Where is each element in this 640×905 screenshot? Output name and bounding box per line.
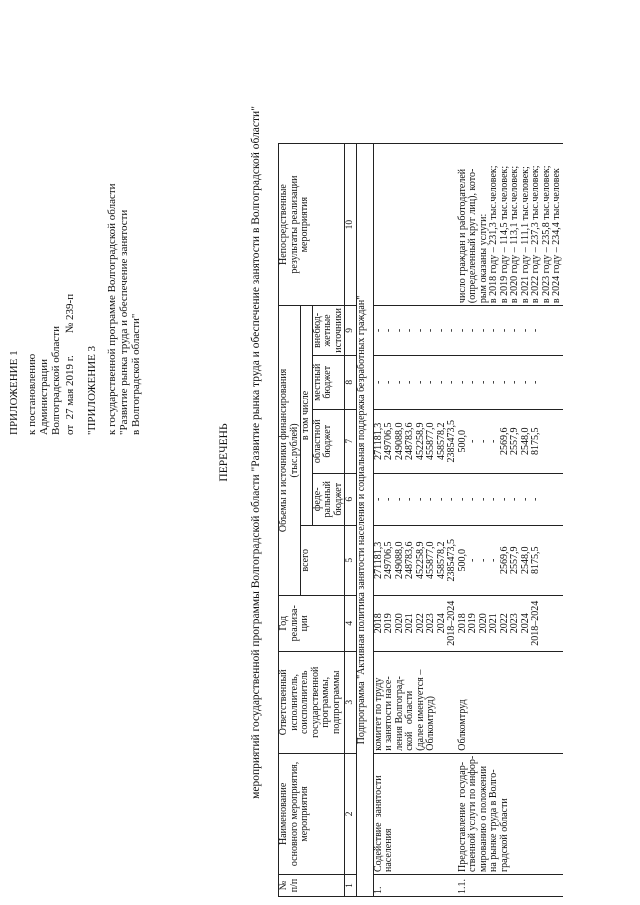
row-executor: комитет по труду и занятости насе- ления Волгоград- ской области (далее именуется – Облкомтруд) <box>373 651 458 753</box>
col-index: 5 <box>345 525 357 595</box>
document-subtitle: мероприятий государственной программы Волгоградской области "Развитие рынка труда и обеспечение занятости в Волгоградской области" <box>250 106 262 799</box>
header-col-extrabudget: внебюд- жетные источники <box>312 306 345 356</box>
header-col-name: Наименование основного мероприятия, мероприятия <box>279 753 345 874</box>
document-title: ПЕРЕЧЕНЬ <box>218 423 230 482</box>
row-results <box>373 144 458 306</box>
row-total: 271181,3 249706,5 249088,0 248783,6 452258,9 455877,0 458578,2 2385473,5 <box>373 525 458 595</box>
header-col-regional: областной бюджет <box>312 409 345 473</box>
header-col-local: местный бюджет <box>312 355 345 409</box>
decree-line-3: Волгоградской области <box>50 326 62 435</box>
row-years: 2018 2019 2020 2021 2022 2023 2024 2018–2024 <box>458 595 563 651</box>
appendix-3-label: "ПРИЛОЖЕНИЕ 3 <box>86 345 98 435</box>
row-extrabudget: - - - - - - - - <box>373 306 458 356</box>
col-index: 10 <box>345 144 357 306</box>
table-row <box>373 144 458 897</box>
row-regional: 271181,3 249706,5 249088,0 248783,6 452258,9 455877,0 458578,2 2385473,5 <box>373 409 458 473</box>
header-col-num: № п/п <box>279 875 345 897</box>
row-federal: - - - - - - - - <box>373 473 458 525</box>
col-index: 3 <box>345 651 357 753</box>
header-col-executor: Ответственный исполнитель, соисполнитель государственной программы, подпрограммы <box>279 651 345 753</box>
col-index: 8 <box>345 355 357 409</box>
col-index: 9 <box>345 306 357 356</box>
header-col-year: Год реализа- ции <box>279 595 345 651</box>
program-ref-line-3: в Волгоградской области" <box>130 313 142 435</box>
row-results: число граждан и работодателей (определенный круг лиц), кото- рым оказаны услуги: в 2018 году – 231,3 тыс.человек; в 2019 году – 114,5 тыс.человек; в 2020 году – 113,1 тыс.человек; в 2021 году – 111,1 тыс.человек; в 2022 году – 237,3 тыс.человек; в 2023 году – 235,8 тыс.человек; в 2024 году – 234,4 тыс.человек <box>458 144 563 306</box>
col-index: 7 <box>345 409 357 473</box>
row-number: 1. <box>373 875 458 897</box>
row-executor: Облкомтруд <box>458 651 563 753</box>
row-years: 2018 2019 2020 2021 2022 2023 2024 2018–2024 <box>373 595 458 651</box>
header-col-total: всего <box>301 525 345 595</box>
row-name: Содействие занятости населения <box>373 753 458 874</box>
header-col-results: Непосредственные результаты реализации мероприятия <box>279 144 345 306</box>
row-number: 1.1. <box>458 875 563 897</box>
col-index: 6 <box>345 473 357 525</box>
program-ref-line-2: "Развитие рынка труда и обеспечение занятости <box>118 209 130 435</box>
row-total: 500,0 - - - 2569,6 2557,9 2548,0 8175,5 <box>458 525 563 595</box>
subprogram-heading: Подпрограмма "Активная политика занятости населения и социальная поддержка безработных граждан" <box>356 144 373 897</box>
col-index: 2 <box>345 753 357 874</box>
row-federal: - - - - - - - - <box>458 473 563 525</box>
appendix-label: ПРИЛОЖЕНИЕ 1 <box>8 350 20 435</box>
col-index: 1 <box>345 875 357 897</box>
row-regional: 500,0 - - - 2569,6 2557,9 2548,0 8175,5 <box>458 409 563 473</box>
header-col-federal: феде- ральный бюджет <box>312 473 345 525</box>
program-ref-line-1: к государственной программе Волгоградской области <box>106 183 118 435</box>
decree-line-1: к постановлению <box>26 353 38 435</box>
header-col-including: в том числе <box>301 306 313 526</box>
row-name: Предоставление государ- ственной услуги по инфор- мированию о положении на рынке труда в Волго- градской области <box>458 753 563 874</box>
table-row <box>458 144 563 897</box>
header-col-funding: Объемы и источники финансирования (тыс.рублей) <box>279 306 301 596</box>
row-local: - - - - - - - - <box>458 355 563 409</box>
decree-line-2: Администрации <box>38 358 50 435</box>
measures-table <box>278 143 563 897</box>
col-index: 4 <box>345 595 357 651</box>
decree-date: от 27 мая 2019 г. № 239-п <box>64 293 76 435</box>
row-extrabudget: - - - - - - - - <box>458 306 563 356</box>
row-local: - - - - - - - - <box>373 355 458 409</box>
